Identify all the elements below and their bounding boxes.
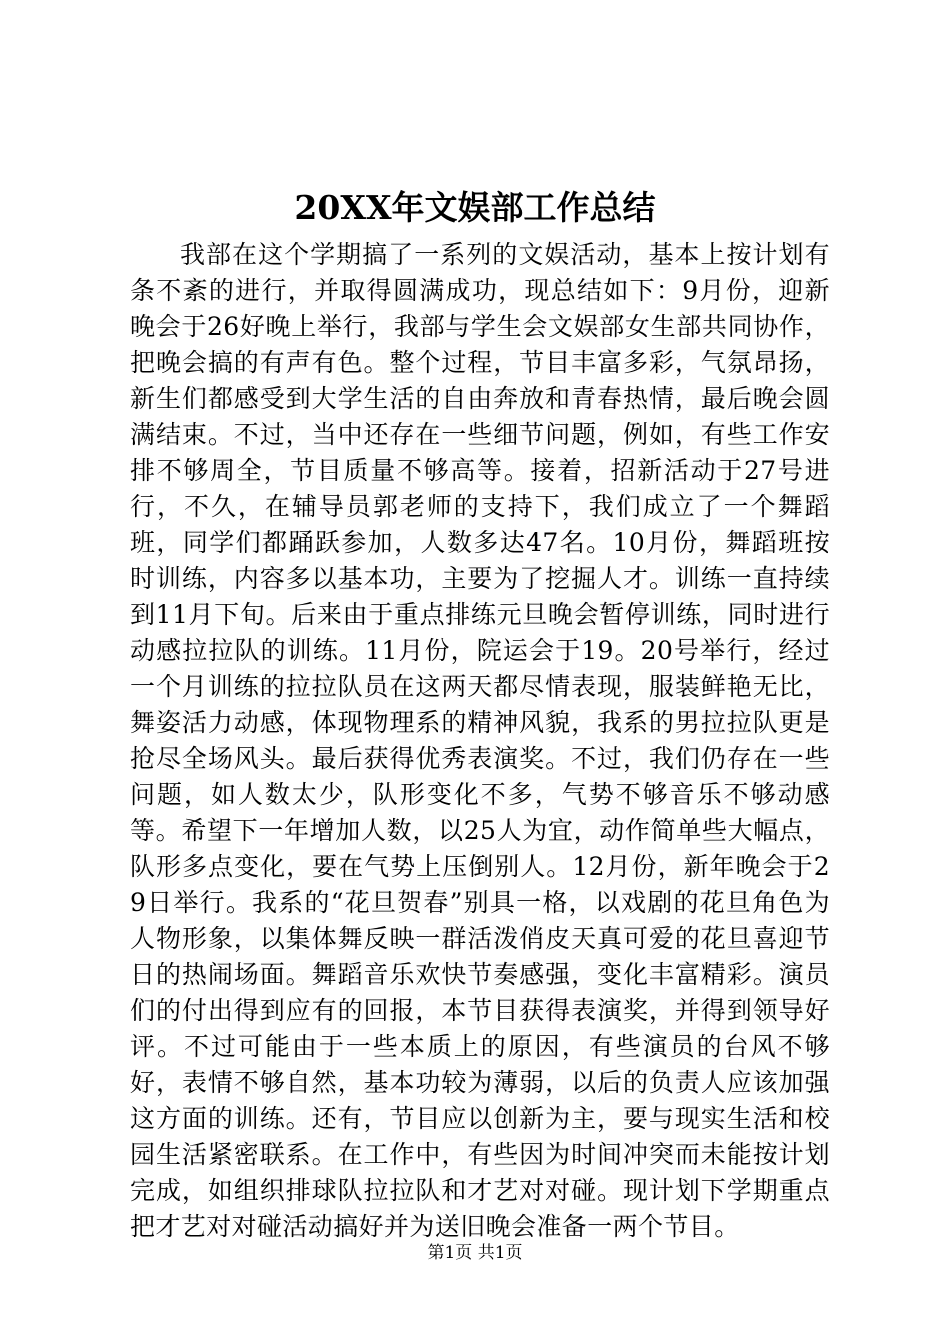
page-number-footer: 第1页 共1页 (427, 1243, 523, 1263)
document-title: 20XX年文娱部工作总结 (294, 188, 656, 227)
document-body-paragraph: 我部在这个学期搞了一系列的文娱活动，基本上按计划有条不紊的进行，并取得圆满成功，现总结如下：9月份，迎新晚会于26好晚上举行，我部与学生会文娱部女生部共同协作，把晚会搞的有声有色。整个过程，节目丰富多彩，气氛昂扬，新生们都感受到大学生活的自由奔放和青春热情，最后晚会圆满结束。不过，当中还存在一些细节问题，例如，有些工作安排不够周全，节目质量不够高等。接着，招新活动于27号进行，不久，在辅导员郭老师的支持下，我们成立了一个舞蹈班，同学们都踊跃参加，人数多达47名。10月份，舞蹈班按时训练，内容多以基本功，主要为了挖掘人才。训练一直持续到11月下旬。后来由于重点排练元旦晚会暂停训练，同时进行动感拉拉队的训练。11月份，院运会于19。20号举行，经过一个月训练的拉拉队员在这两天都尽情表现，服装鲜艳无比，舞姿活力动感，体现物理系的精神风貌，我系的男拉拉队更是抢尽全场风头。最后获得优秀表演奖。不过，我们仍存在一些问题，如人数太少，队形变化不多，气势不够音乐不够动感等。希望下一年增加人数，以25人为宜，动作简单些大幅点，队形多点变化，要在气势上压倒别人。12月份，新年晚会于29日举行。我系的“花旦贺春”别具一格，以戏剧的花旦角色为人物形象，以集体舞反映一群活泼俏皮天真可爱的花旦喜迎节日的热闹场面。舞蹈音乐欢快节奏感强，变化丰富精彩。演员们的付出得到应有的回报，本节目获得表演奖，并得到领导好评。不过可能由于一些本质上的原因，有些演员的台风不够好，表情不够自然，基本功较为薄弱，以后的负责人应该加强这方面的训练。还有，节目应以创新为主，要与现实生活和校园生活紧密联系。在工作中，有些因为时间冲突而未能按计划完成，如组织排球队拉拉队和才艺对对碰。现计划下学期重点把才艺对对碰活动搞好并为送旧晚会准备一两个节目。 (130, 240, 830, 1241)
